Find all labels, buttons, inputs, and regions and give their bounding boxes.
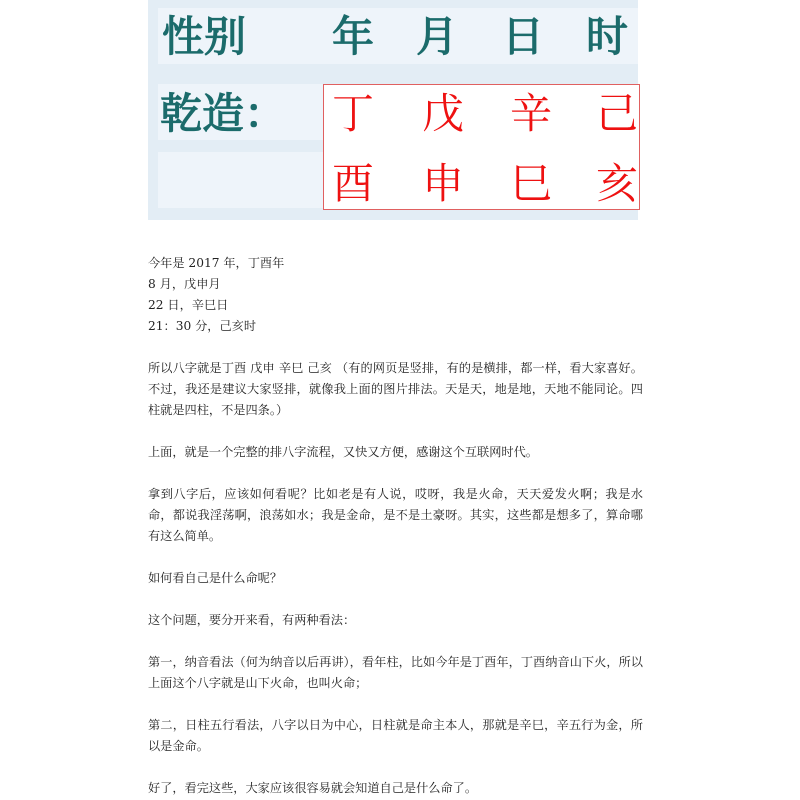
month-header: 月 <box>416 12 459 61</box>
year-stem: 丁 <box>332 89 375 138</box>
paragraph-conclusion: 好了，看完这些，大家应该很容易就会知道自己是什么命了。 <box>148 781 478 795</box>
article-body <box>148 253 643 799</box>
hour-stem: 己 <box>596 89 639 138</box>
day-branch: 巳 <box>510 159 553 208</box>
year-branch: 酉 <box>332 159 375 208</box>
paragraph-method-one: 第一，纳音看法（何为纳音以后再讲），看年柱，比如今年是丁酉年，丁酉纳音山下火，所以上面这个八字就是山下火命，也叫火命； <box>148 655 643 690</box>
qianzao-label: 乾造： <box>160 89 287 138</box>
gender-label: 性别 <box>162 12 247 61</box>
paragraph-bazi-result: 所以八字就是丁酉 戊申 辛巳 己亥 （有的网页是竖排，有的是横排，都一样，看大家喜好。不过，我还是建议大家竖排，就像我上面的图片排法。天是天，地是地，天地不能同论。四柱就是四柱，不是四条。） <box>148 361 643 417</box>
day-header: 日 <box>502 12 545 61</box>
day-stem: 辛 <box>510 89 553 138</box>
date-line-month: 8 月，戊申月 <box>148 277 221 291</box>
date-line-hour: 21：30 分，己亥时 <box>148 319 257 333</box>
hour-header: 时 <box>586 12 629 61</box>
month-stem: 戊 <box>422 89 465 138</box>
paragraph-process: 上面，就是一个完整的排八字流程，又快又方便，感谢这个互联网时代。 <box>148 445 538 459</box>
month-branch: 申 <box>422 159 465 208</box>
paragraph-method-two: 第二，日柱五行看法，八字以日为中心，日柱就是命主本人，那就是辛巳，辛五行为金，所以是金命。 <box>148 718 643 753</box>
year-header: 年 <box>332 12 375 61</box>
paragraph-question: 如何看自己是什么命呢？ <box>148 571 283 585</box>
paragraph-how-to-read: 拿到八字后，应该如何看呢？比如老是有人说，哎呀，我是火命，天天爱发火啊；我是水命，都说我淫荡啊，浪荡如水；我是金命，是不是土豪呀。其实，这些都是想多了，算命哪有这么简单。 <box>148 487 643 543</box>
bazi-chart <box>148 0 638 220</box>
date-line-day: 22 日，辛巳日 <box>148 298 229 312</box>
hour-branch: 亥 <box>596 159 639 208</box>
paragraph-two-methods: 这个问题，要分开来看，有两种看法： <box>148 613 356 627</box>
date-line-year: 今年是 2017 年，丁酉年 <box>148 256 285 270</box>
